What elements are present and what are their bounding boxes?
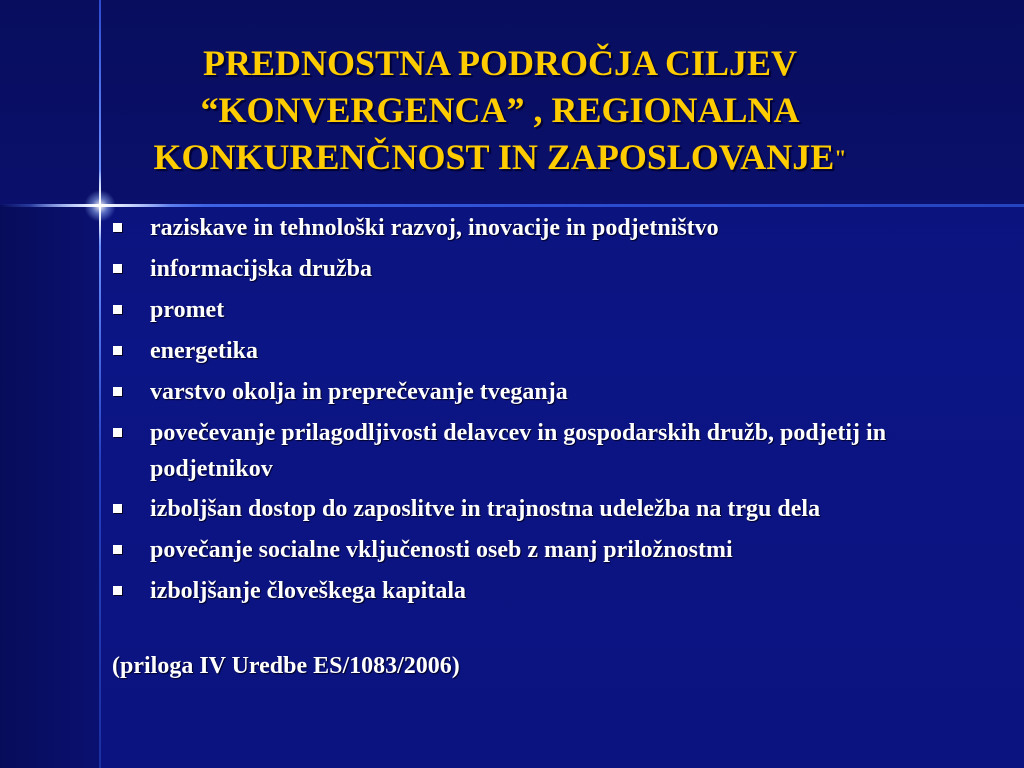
bullet-item <box>110 374 1010 411</box>
title-line-2: “KONVERGENCA” , REGIONALNA <box>200 90 800 130</box>
square-bullet-icon <box>113 504 122 513</box>
title-line-1: PREDNOSTNA PODROČJA CILJEV <box>202 43 798 83</box>
bullet-text: povečevanje prilagodljivosti delavcev in gospodarskih družb, podjetij in podjetnikov <box>150 420 887 482</box>
square-bullet-icon <box>113 387 122 396</box>
bullet-item <box>110 251 1010 288</box>
square-bullet-icon <box>113 264 122 273</box>
bullet-text: energetika <box>150 338 258 364</box>
title-end-mark: " <box>834 145 847 170</box>
square-bullet-icon <box>113 586 122 595</box>
bullet-text: izboljšan dostop do zaposlitve in trajnostna udeležba na trgu dela <box>150 496 821 522</box>
slide-title <box>100 40 900 181</box>
source-note: (priloga IV Uredbe ES/1083/2006) <box>112 653 460 679</box>
square-bullet-icon <box>113 428 122 437</box>
title-line-3-text: KONKURENČNOST IN ZAPOSLOVANJE <box>153 137 835 177</box>
bullet-item <box>110 415 1010 487</box>
square-bullet-icon <box>113 346 122 355</box>
bullet-text: varstvo okolja in preprečevanje tveganja <box>150 379 568 405</box>
bullet-item <box>110 491 1010 528</box>
bullet-text: povečanje socialne vključenosti oseb z manj priložnostmi <box>150 537 733 563</box>
bullet-text: raziskave in tehnološki razvoj, inovacije in podjetništvo <box>150 215 719 241</box>
bullet-text: promet <box>150 297 225 323</box>
title-line-3 <box>100 134 900 181</box>
bullet-item <box>110 292 1010 329</box>
square-bullet-icon <box>113 305 122 314</box>
bullet-text: izboljšanje človeškega kapitala <box>150 578 466 604</box>
bullet-item <box>110 532 1010 569</box>
bullet-item <box>110 333 1010 370</box>
square-bullet-icon <box>113 545 122 554</box>
bullet-item <box>110 210 1010 247</box>
bullet-item <box>110 573 1010 610</box>
square-bullet-icon <box>113 223 122 232</box>
bullet-text: informacijska družba <box>150 256 372 282</box>
bullet-list <box>110 206 1010 610</box>
